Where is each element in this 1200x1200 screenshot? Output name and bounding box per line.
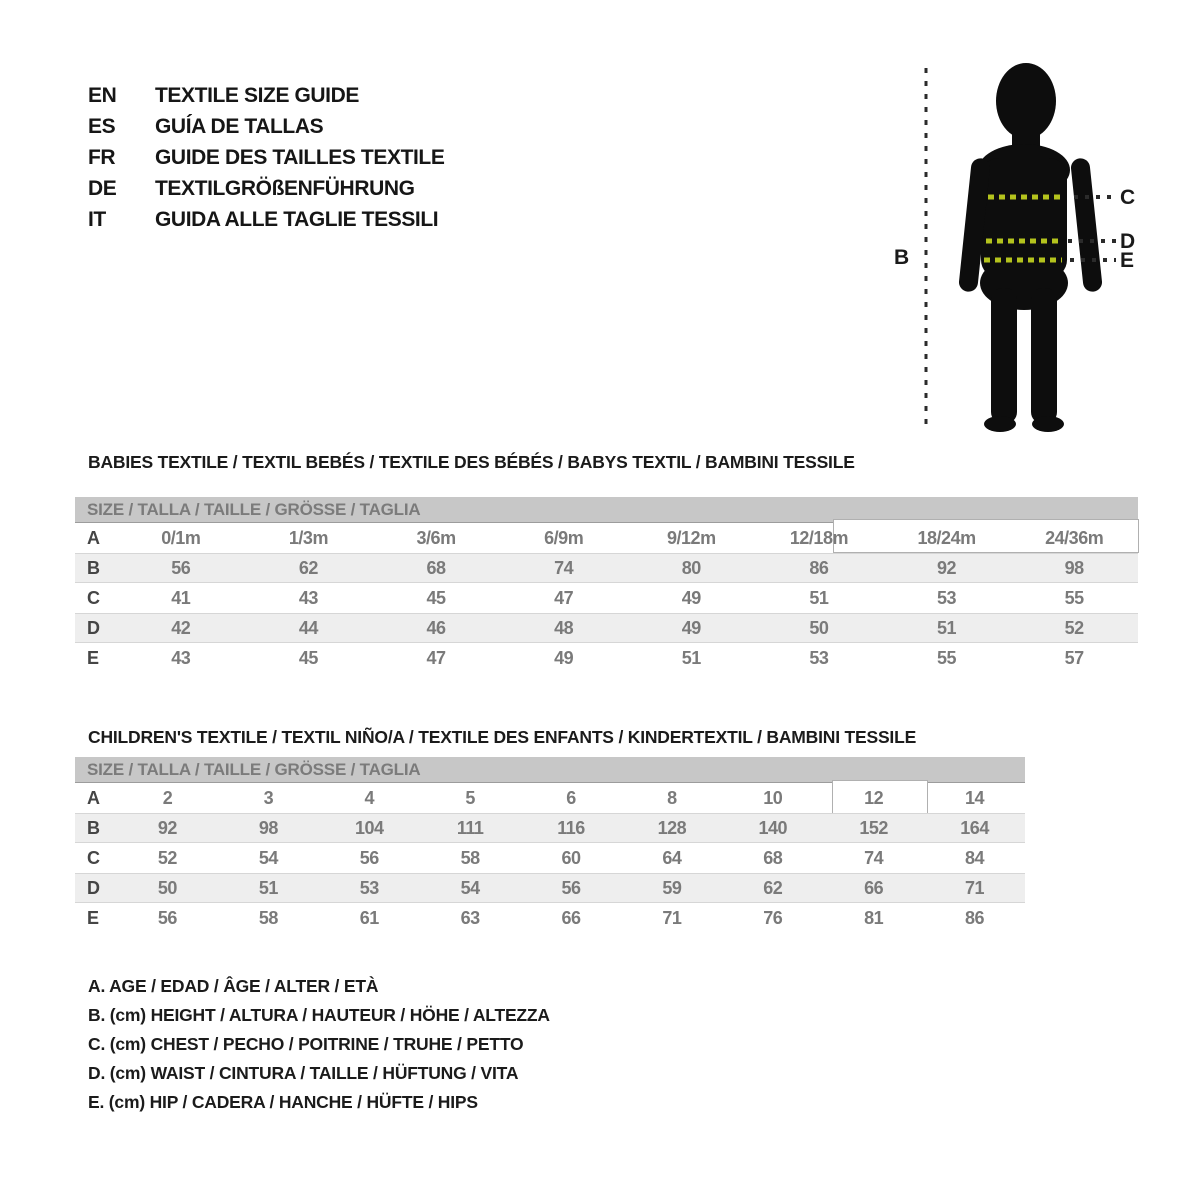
table-cell: 44	[298, 617, 318, 638]
label-b: B	[894, 246, 910, 269]
table-cell: 62	[763, 877, 783, 898]
table-cell: 62	[298, 557, 318, 578]
table-cell: 43	[171, 647, 191, 668]
table-cell: 45	[426, 587, 446, 608]
table-cell: 2	[162, 787, 173, 808]
table-row	[75, 783, 1025, 813]
language-code: DE	[88, 176, 117, 200]
babies-table-header: SIZE / TALLA / TAILLE / GRÖSSE / TAGLIA	[75, 497, 1138, 523]
table-cell: 52	[1064, 617, 1084, 638]
table-cell: 74	[864, 847, 884, 868]
table-cell: 58	[258, 907, 278, 928]
table-cell: 55	[937, 647, 957, 668]
table-cell: 104	[354, 817, 384, 838]
table-cell: 57	[1064, 647, 1084, 668]
table-cell: 60	[561, 847, 581, 868]
table-cell: 9/12m	[667, 527, 716, 548]
language-code: IT	[88, 207, 106, 231]
table-cell: 84	[965, 847, 985, 868]
table-cell: 6/9m	[544, 527, 584, 548]
table-row	[75, 903, 1025, 933]
table-cell: 8	[667, 787, 677, 808]
table-cell: 52	[157, 847, 177, 868]
label-e: E	[1120, 249, 1135, 272]
table-cell: 81	[864, 907, 884, 928]
table-cell: 51	[681, 647, 701, 668]
table-cell: 128	[657, 817, 687, 838]
table-cell: 76	[763, 907, 783, 928]
legend-line: B. (cm) HEIGHT / ALTURA / HAUTEUR / HÖHE / ALTEZZA	[88, 1005, 550, 1025]
table-cell: 86	[809, 557, 829, 578]
table-cell: 3/6m	[416, 527, 456, 548]
table-cell: 56	[157, 907, 177, 928]
table-cell: 152	[859, 817, 888, 838]
table-cell: 66	[561, 907, 581, 928]
table-cell: 61	[359, 907, 379, 928]
table-cell: 1/3m	[288, 527, 328, 548]
table-cell: 111	[456, 817, 484, 838]
legend-line: C. (cm) CHEST / PECHO / POITRINE / TRUHE / PETTO	[88, 1034, 524, 1054]
table-cell: 164	[960, 817, 989, 838]
table-row	[75, 843, 1025, 873]
table-cell: 92	[937, 557, 957, 578]
table-cell: 51	[937, 617, 957, 638]
legend-line: A. AGE / EDAD / ÂGE / ALTER / ETÀ	[88, 976, 379, 996]
table-cell: 3	[263, 787, 274, 808]
table-cell: 51	[809, 587, 829, 608]
row-label: E	[87, 647, 100, 668]
table-cell: 64	[662, 847, 682, 868]
table-cell: 49	[681, 617, 701, 638]
table-cell: 59	[662, 877, 682, 898]
language-code: EN	[88, 83, 117, 107]
language-row	[88, 204, 444, 235]
table-cell: 14	[965, 787, 985, 808]
label-c: C	[1120, 186, 1136, 209]
table-cell: 47	[426, 647, 446, 668]
table-cell: 56	[359, 847, 379, 868]
table-row	[75, 553, 1138, 583]
table-cell: 71	[662, 907, 682, 928]
table-cell: 43	[298, 587, 318, 608]
table-cell: 47	[554, 587, 574, 608]
table-cell: 53	[809, 647, 829, 668]
language-title: GUIDE DES TAILLES TEXTILE	[155, 145, 445, 169]
table-cell: 86	[965, 907, 985, 928]
table-cell: 54	[460, 877, 480, 898]
legend-line: D. (cm) WAIST / CINTURA / TAILLE / HÜFTUNG / VITA	[88, 1063, 519, 1083]
table-cell: 140	[758, 817, 788, 838]
language-row	[88, 142, 444, 173]
row-label: B	[87, 817, 100, 838]
table-cell: 53	[359, 877, 379, 898]
language-code: ES	[88, 114, 116, 138]
table-cell: 10	[763, 787, 783, 808]
table-row	[75, 613, 1138, 643]
babies-table-rows	[75, 523, 1138, 673]
table-cell: 66	[864, 877, 884, 898]
language-code: FR	[88, 145, 116, 169]
row-label: D	[87, 617, 100, 638]
table-cell: 41	[171, 587, 191, 608]
language-title: TEXTILE SIZE GUIDE	[155, 83, 359, 107]
measurement-legend	[88, 972, 550, 1117]
row-label: B	[87, 557, 100, 578]
children-table-header: SIZE / TALLA / TAILLE / GRÖSSE / TAGLIA	[75, 757, 1025, 783]
language-title: GUIDA ALLE TAGLIE TESSILI	[155, 207, 439, 231]
table-cell: 54	[258, 847, 278, 868]
table-cell: 55	[1064, 587, 1084, 608]
table-row	[75, 583, 1138, 613]
table-cell: 0/1m	[161, 527, 201, 548]
table-cell: 68	[426, 557, 446, 578]
table-cell: 58	[460, 847, 480, 868]
table-cell: 6	[566, 787, 576, 808]
table-row	[75, 813, 1025, 843]
legend-line: E. (cm) HIP / CADERA / HANCHE / HÜFTE / HIPS	[88, 1092, 478, 1112]
table-cell: 56	[171, 557, 191, 578]
row-label: C	[87, 587, 100, 608]
table-cell: 98	[1064, 557, 1084, 578]
language-title: GUÍA DE TALLAS	[155, 114, 324, 138]
table-cell: 80	[681, 557, 701, 578]
table-cell: 51	[258, 877, 278, 898]
table-cell: 68	[763, 847, 783, 868]
table-cell: 12	[864, 787, 884, 808]
table-cell: 71	[965, 877, 985, 898]
table-cell: 98	[258, 817, 278, 838]
table-cell: 53	[937, 587, 957, 608]
table-cell: 46	[426, 617, 446, 638]
table-cell: 4	[364, 787, 374, 808]
table-cell: 74	[554, 557, 574, 578]
table-row	[75, 873, 1025, 903]
row-label: C	[87, 847, 100, 868]
table-cell: 50	[809, 617, 829, 638]
language-title: TEXTILGRÖßENFÜHRUNG	[155, 176, 415, 200]
children-table-rows	[75, 783, 1025, 933]
table-row	[75, 643, 1138, 673]
row-label: D	[87, 877, 100, 898]
table-cell: 42	[171, 617, 191, 638]
measurement-figure	[880, 40, 1200, 460]
table-cell: 49	[554, 647, 574, 668]
table-cell: 5	[465, 787, 475, 808]
table-cell: 56	[561, 877, 581, 898]
table-cell: 50	[157, 877, 177, 898]
table-cell: 92	[157, 817, 177, 838]
language-row	[88, 173, 444, 204]
row-label: E	[87, 907, 100, 928]
child-silhouette	[958, 63, 1103, 432]
language-row	[88, 111, 444, 142]
table-cell: 24/36m	[1045, 527, 1104, 548]
row-label: A	[87, 527, 100, 548]
babies-section-title: BABIES TEXTILE / TEXTIL BEBÉS / TEXTILE DES BÉBÉS / BABYS TEXTIL / BAMBINI TESSILE	[88, 452, 855, 472]
table-cell: 63	[460, 907, 480, 928]
row-label: A	[87, 787, 100, 808]
table-cell: 116	[557, 817, 585, 838]
table-cell: 45	[298, 647, 318, 668]
language-title-block	[88, 80, 444, 235]
table-cell: 18/24m	[917, 527, 976, 548]
table-cell: 48	[554, 617, 574, 638]
children-size-table	[75, 757, 1025, 933]
table-cell: 12/18m	[789, 527, 848, 548]
children-section-title: CHILDREN'S TEXTILE / TEXTIL NIÑO/A / TEXTILE DES ENFANTS / KINDERTEXTIL / BAMBINI TESSILE	[88, 727, 917, 747]
babies-size-table	[75, 497, 1138, 673]
table-row	[75, 523, 1138, 553]
table-cell: 49	[681, 587, 701, 608]
label-d: D	[1120, 230, 1136, 253]
language-row	[88, 80, 444, 111]
child-silhouette-graphic	[880, 40, 1200, 460]
